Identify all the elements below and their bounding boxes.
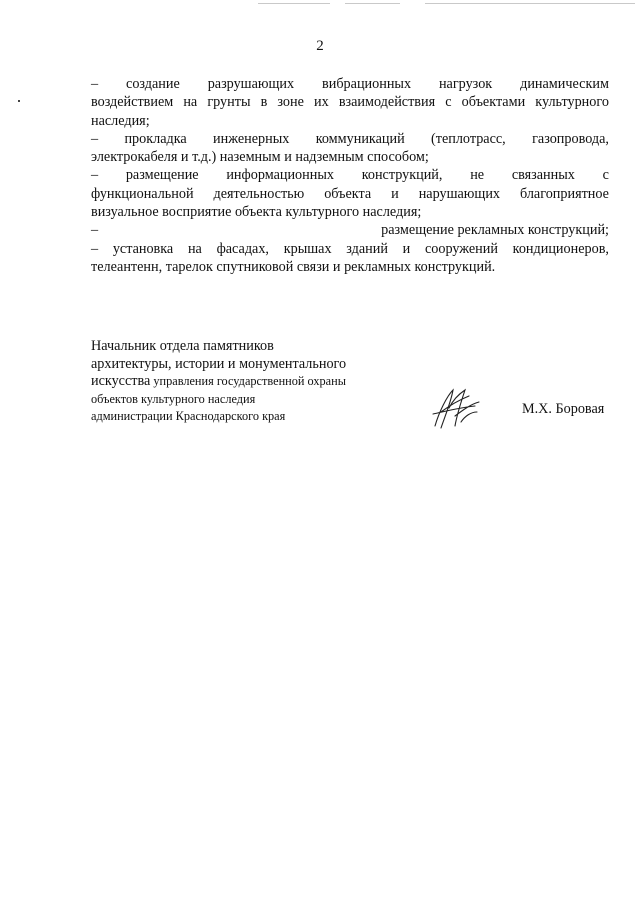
signatory-title <box>91 338 346 426</box>
requirements-list <box>91 75 609 276</box>
top-edge-rule <box>425 3 635 4</box>
list-text-line <box>91 258 609 276</box>
handwritten-signature <box>425 386 485 430</box>
list-word: воздействием <box>91 94 174 111</box>
list-word: размещение <box>125 167 199 184</box>
list-text-line <box>91 148 609 166</box>
page-number: 2 <box>316 38 324 54</box>
list-word: с <box>602 167 609 184</box>
list-word: нарушающих <box>418 185 501 202</box>
list-dash: – <box>91 240 99 257</box>
signatory-title-line: объектов культурного наследия <box>91 391 256 406</box>
signatory-title-fragment: управления государственной охраны <box>150 374 346 388</box>
list-word: взаимодействия <box>338 94 436 111</box>
list-word: на <box>183 94 198 111</box>
list-word: их <box>314 94 329 111</box>
list-text-line <box>91 93 609 111</box>
scan-speck <box>18 100 20 102</box>
list-word: коммуникаций <box>315 130 405 147</box>
list-word: визуальное восприятие объекта культурного наследия; <box>91 204 422 221</box>
list-word: в <box>260 94 268 111</box>
list-word: культурного <box>535 94 609 111</box>
list-word: вибрационных <box>322 76 412 92</box>
list-word: с <box>445 94 452 111</box>
list-word: и <box>391 185 399 202</box>
list-dash: – <box>91 130 99 147</box>
list-word: информационных <box>226 167 334 184</box>
list-text-line <box>91 221 609 239</box>
signatory-title-line: архитектуры, истории и монументального <box>91 355 347 372</box>
list-word: динамическим <box>520 76 609 92</box>
list-word: объекта <box>324 185 372 202</box>
list-word: зоне <box>277 94 304 111</box>
list-text-line <box>91 130 609 148</box>
list-word: на <box>187 240 202 257</box>
list-text-line <box>91 112 609 130</box>
list-word: грунты <box>207 94 251 111</box>
list-text-line <box>91 203 609 221</box>
list-dash: – <box>91 222 99 239</box>
list-word: (теплотрасс, <box>431 130 506 147</box>
list-dash: – <box>91 167 99 184</box>
list-word: связанных <box>511 167 575 184</box>
list-word: телеантенн, тарелок спутниковой связи и рекламных конструкций. <box>91 258 496 275</box>
signatory-title-line <box>91 373 346 391</box>
list-word: кондиционеров, <box>512 240 609 257</box>
signatory-title-fragment: искусства <box>91 373 151 389</box>
list-word: конструкций, <box>361 167 443 184</box>
list-word: функциональной <box>91 185 194 202</box>
list-word: создание <box>126 76 180 92</box>
list-word: разрушающих <box>207 76 295 92</box>
top-edge-rule <box>345 3 400 4</box>
list-word: и <box>402 240 411 257</box>
signatory-title-line: Начальник отдела памятников <box>91 338 274 354</box>
list-text-line <box>91 75 609 93</box>
list-word: благоприятное <box>519 185 609 202</box>
list-word: инженерных <box>213 130 290 147</box>
list-word: прокладка <box>124 130 187 147</box>
top-edge-rule <box>258 3 330 4</box>
list-word: деятельностью <box>213 185 305 202</box>
list-word: газопровода, <box>532 130 609 147</box>
list-word: сооружений <box>424 240 498 257</box>
list-word: крышах <box>283 240 332 257</box>
list-word: зданий <box>346 240 388 257</box>
list-word: установка <box>112 240 174 257</box>
signatory-title-line: администрации Краснодарского края <box>91 409 286 423</box>
list-text-line <box>91 240 609 258</box>
list-word: электрокабеля и т.д.) наземным и надземным способом; <box>91 149 429 166</box>
list-text-line <box>91 166 609 184</box>
list-word: не <box>470 167 485 184</box>
list-word: наследия; <box>91 112 150 129</box>
list-word: объектами <box>461 94 526 111</box>
signatory-name: М.Х. Боровая <box>522 401 605 417</box>
list-word: размещение рекламных конструкций; <box>381 222 609 239</box>
list-word: фасадах, <box>216 240 269 257</box>
list-dash: – <box>91 76 99 92</box>
list-text-line <box>91 185 609 203</box>
list-word: нагрузок <box>438 76 493 92</box>
